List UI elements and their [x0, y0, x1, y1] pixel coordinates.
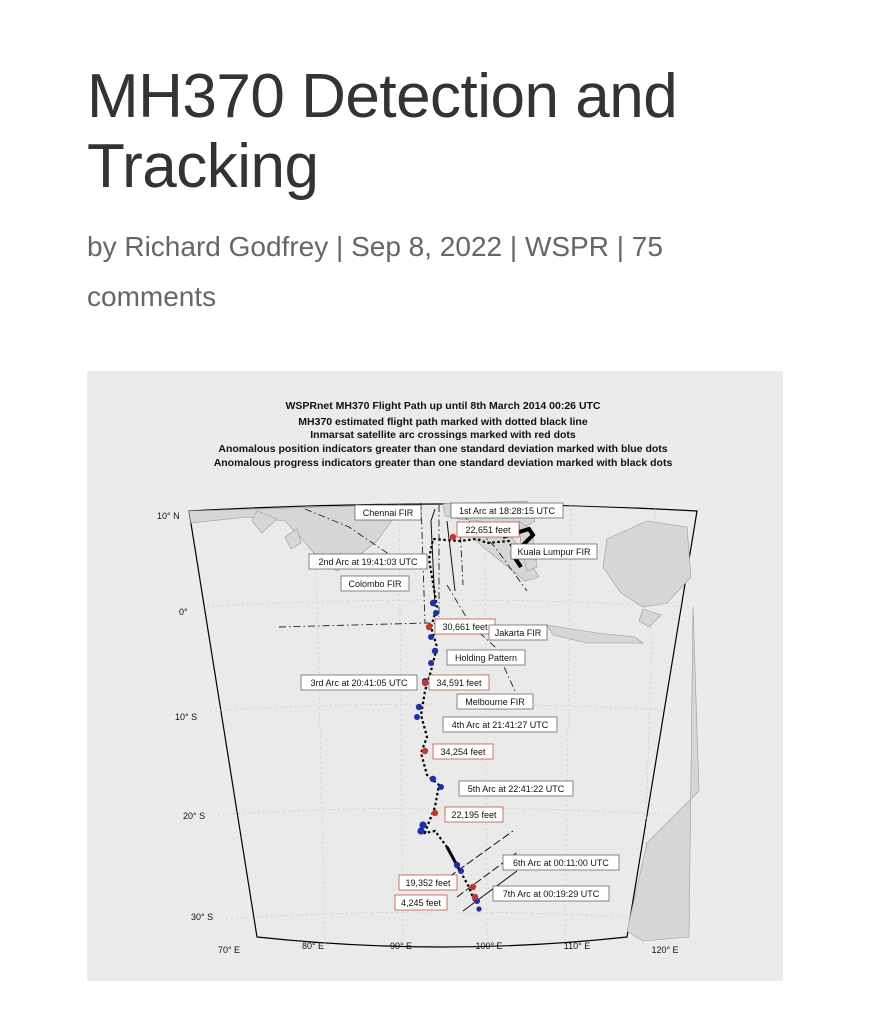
post-meta — [87, 222, 787, 322]
figure-title-line: Inmarsat satellite arc crossings marked with red dots — [310, 429, 576, 441]
label-arc-3: 3rd Arc at 20:41:05 UTC — [310, 678, 408, 688]
figure-title — [214, 400, 673, 469]
lat-tick: 10° S — [175, 712, 198, 722]
flight-path-map — [87, 371, 783, 981]
meta-separator: | — [328, 231, 352, 262]
label-holding-pattern: Holding Pattern — [454, 653, 518, 663]
figure-title-line: MH370 estimated flight path marked with dotted black line — [298, 416, 588, 428]
label-kl-fir: Kuala Lumpur FIR — [517, 547, 591, 557]
lon-tick: 70° E — [217, 945, 241, 955]
label-arc-1: 1st Arc at 18:28:15 UTC — [458, 506, 556, 516]
label-jakarta-fir: Jakarta FIR — [494, 628, 542, 638]
figure-title-line: Anomalous position indicators greater than one standard deviation marked with blue dots — [218, 443, 668, 455]
meta-comments-link[interactable]: 75 comments — [87, 231, 663, 312]
lon-tick: 90° E — [389, 941, 413, 951]
label-alt-5: 22,195 feet — [451, 810, 497, 820]
meta-by: by — [87, 231, 117, 262]
label-colombo-fir: Colombo FIR — [348, 579, 402, 589]
lon-tick: 100° E — [475, 941, 503, 951]
label-arc-6: 6th Arc at 00:11:00 UTC — [513, 858, 609, 868]
label-alt-1: 22,651 feet — [465, 525, 511, 535]
meta-category-link[interactable]: WSPR — [524, 231, 609, 262]
label-melbourne-fir: Melbourne FIR — [465, 697, 525, 707]
lon-tick: 110° E — [563, 941, 591, 951]
post-title: MH370 Detection and Tracking — [87, 62, 678, 201]
lat-tick: 10° N — [157, 511, 180, 521]
flight-path-figure[interactable] — [87, 371, 783, 981]
meta-date: Sep 8, 2022 — [351, 231, 503, 262]
label-alt-7: 4,245 feet — [400, 898, 442, 908]
label-chennai-fir: Chennai FIR — [362, 508, 414, 518]
lat-tick: 30° S — [191, 912, 214, 922]
meta-separator: | — [608, 231, 632, 262]
label-arc-4: 4th Arc at 21:41:27 UTC — [451, 720, 549, 730]
lon-tick: 120° E — [651, 945, 679, 955]
lat-tick: 0° — [179, 607, 188, 617]
label-arc-2: 2nd Arc at 19:41:03 UTC — [318, 557, 418, 567]
label-arc-5: 5th Arc at 22:41:22 UTC — [467, 784, 565, 794]
lat-tick: 20° S — [183, 811, 206, 821]
label-alt-2: 30,661 feet — [442, 622, 488, 632]
figure-title-line: WSPRnet MH370 Flight Path up until 8th March 2014 00:26 UTC — [285, 400, 601, 412]
figure-title-line: Anomalous progress indicators greater than one standard deviation marked with black dots — [213, 457, 673, 469]
meta-author-link[interactable]: Richard Godfrey — [124, 231, 329, 262]
label-alt-3: 34,591 feet — [436, 678, 482, 688]
meta-separator: | — [502, 231, 525, 262]
lon-tick: 80° E — [301, 941, 325, 951]
label-alt-4: 34,254 feet — [440, 747, 486, 757]
label-arc-7: 7th Arc at 00:19:29 UTC — [502, 889, 600, 899]
label-alt-6: 19,352 feet — [405, 878, 451, 888]
